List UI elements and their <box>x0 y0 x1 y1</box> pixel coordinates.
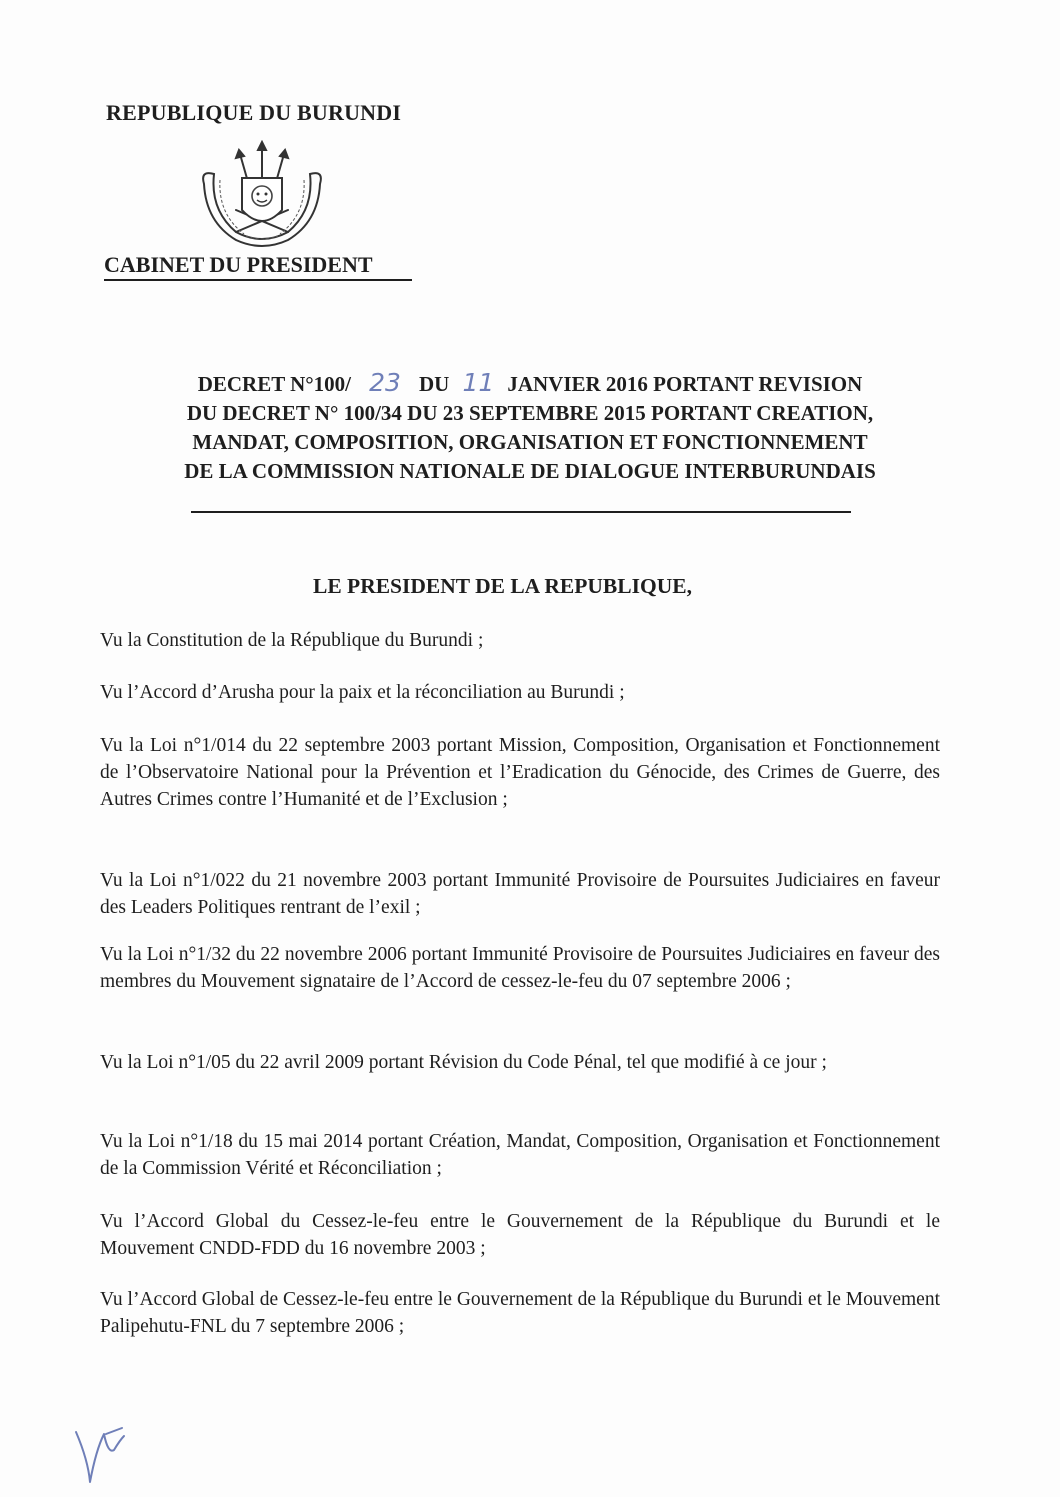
consideration-5: Vu la Loi n°1/32 du 22 novembre 2006 portant Immunité Provisoire de Poursuites Judiciaires en faveur des membres du Mouvement signataire de l’Accord de cessez-le-feu du 07 septembre 2006 ; <box>100 944 940 992</box>
decree-title-line-1 <box>100 368 960 399</box>
cabinet-underline <box>104 279 412 281</box>
consideration-9: Vu l’Accord Global de Cessez-le-feu entre le Gouvernement de la République du Burundi et le Mouvement Palipehutu-FNL du 7 septembre 2006 ; <box>100 1289 940 1337</box>
republic-heading: REPUBLIQUE DU BURUNDI <box>106 100 402 125</box>
decree-du: DU <box>419 372 450 396</box>
consideration-7: Vu la Loi n°1/18 du 15 mai 2014 portant Création, Mandat, Composition, Organisation et Fonctionnement de la Commission Vérité et Réconciliation ; <box>100 1131 940 1179</box>
consideration-3: Vu la Loi n°1/014 du 22 septembre 2003 portant Mission, Composition, Organisation et Fonctionnement de l’Observatoire National pour la Prévention et l’Eradication du Génocide, des Crimes de Guerre, des Autres Crimes contre l’Humanité et de l’Exclusion ; <box>100 735 940 810</box>
consideration-6: Vu la Loi n°1/05 du 22 avril 2009 portant Révision du Code Pénal, tel que modifié à ce jour ; <box>100 1052 827 1073</box>
decree-title-line-4: DE LA COMMISSION NATIONALE DE DIALOGUE INTERBURUNDAIS <box>184 459 876 483</box>
decree-day-handwritten: 11 <box>462 368 495 397</box>
handwritten-initials-icon <box>66 1410 132 1488</box>
decree-title <box>100 368 960 486</box>
decree-title-line-2: DU DECRET N° 100/34 DU 23 SEPTEMBRE 2015 PORTANT CREATION, <box>186 401 874 425</box>
decree-number-handwritten: 23 <box>369 368 401 397</box>
decree-prefix: DECRET N°100/ <box>197 372 351 396</box>
consideration-8: Vu l’Accord Global du Cessez-le-feu entre le Gouvernement de la République du Burundi et le Mouvement CNDD-FDD du 16 novembre 2003 ; <box>100 1211 940 1259</box>
consideration-1: Vu la Constitution de la République du Burundi ; <box>100 630 484 651</box>
title-separator <box>191 511 851 513</box>
decree-title-line-3: MANDAT, COMPOSITION, ORGANISATION ET FONCTIONNEMENT <box>192 430 868 454</box>
consideration-2: Vu l’Accord d’Arusha pour la paix et la réconciliation au Burundi ; <box>100 682 625 703</box>
cabinet-heading: CABINET DU PRESIDENT <box>104 252 373 277</box>
coat-of-arms-icon <box>196 140 328 248</box>
decree-title-rest: JANVIER 2016 PORTANT REVISION <box>507 372 863 396</box>
president-heading: LE PRESIDENT DE LA REPUBLIQUE, <box>313 574 692 598</box>
consideration-4: Vu la Loi n°1/022 du 21 novembre 2003 portant Immunité Provisoire de Poursuites Judiciaires en faveur des Leaders Politiques rentrant de l’exil ; <box>100 870 940 918</box>
